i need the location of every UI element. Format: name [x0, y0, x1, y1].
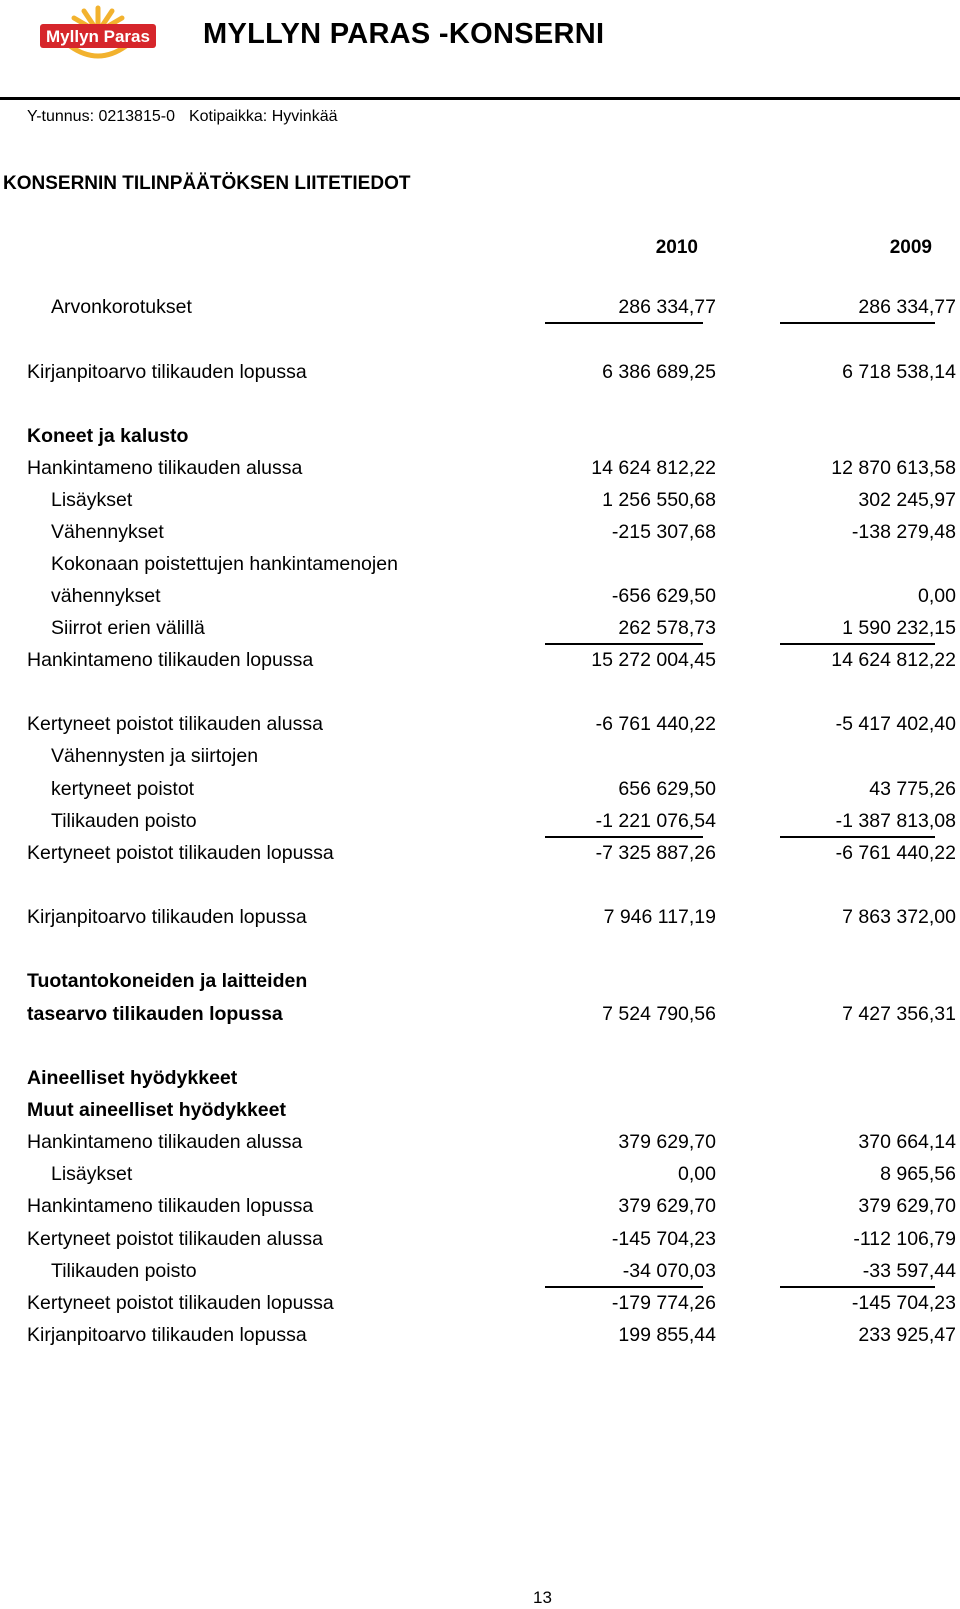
value-2009: -1 387 813,08 — [835, 810, 956, 832]
row-label: Lisäykset — [51, 1163, 133, 1185]
value-2010: 379 629,70 — [618, 1195, 716, 1217]
row-label: Kirjanpitoarvo tilikauden lopussa — [27, 906, 307, 928]
value-2009: 43 775,26 — [869, 778, 956, 800]
value-2009: 286 334,77 — [858, 296, 956, 318]
table-row — [0, 645, 960, 675]
value-2009: -5 417 402,40 — [835, 713, 956, 735]
row-label: Aineelliset hyödykkeet — [27, 1067, 238, 1089]
value-2010: -7 325 887,26 — [595, 842, 716, 864]
value-2010: -1 221 076,54 — [595, 810, 716, 832]
value-2009: 302 245,97 — [858, 489, 956, 511]
value-2010: 656 629,50 — [618, 778, 716, 800]
row-label: Lisäykset — [51, 489, 133, 511]
row-label: Kertyneet poistot tilikauden lopussa — [27, 842, 334, 864]
value-2010: -215 307,68 — [611, 521, 716, 543]
table-row — [0, 581, 960, 611]
table-row — [0, 709, 960, 739]
table-row — [0, 1063, 960, 1093]
value-2010: 286 334,77 — [618, 296, 716, 318]
domicile: Kotipaikka: Hyvinkää — [188, 108, 338, 125]
sum-underline-2010 — [545, 322, 703, 324]
value-2009: 7 863 372,00 — [842, 906, 956, 928]
row-label: Kertyneet poistot tilikauden alussa — [27, 713, 323, 735]
row-label: vähennykset — [51, 585, 161, 607]
row-label: Kirjanpitoarvo tilikauden lopussa — [27, 361, 307, 383]
table-row — [0, 838, 960, 868]
value-2010: 7 524 790,56 — [602, 1003, 716, 1025]
row-label: Hankintameno tilikauden lopussa — [27, 1195, 314, 1217]
table-row — [0, 1320, 960, 1350]
row-label: Vähennykset — [51, 521, 164, 543]
table-row — [0, 549, 960, 579]
value-2009: -112 106,79 — [853, 1228, 956, 1250]
table-row — [0, 357, 960, 387]
value-2010: 7 946 117,19 — [603, 906, 716, 928]
company-logo — [40, 4, 156, 66]
row-label: Vähennysten ja siirtojen — [51, 745, 259, 767]
value-2009: 8 965,56 — [880, 1163, 956, 1185]
page-number: 13 — [533, 1588, 552, 1607]
value-2010: -145 704,23 — [611, 1228, 716, 1250]
year-header-2010: 2010 — [655, 237, 698, 258]
value-2010: 0,00 — [678, 1163, 716, 1185]
table-row — [0, 517, 960, 547]
value-2009: 14 624 812,22 — [831, 649, 956, 671]
value-2009: -145 704,23 — [851, 1292, 956, 1314]
value-2010: 379 629,70 — [618, 1131, 716, 1153]
table-row — [0, 1288, 960, 1318]
row-label: Kertyneet poistot tilikauden alussa — [27, 1228, 323, 1250]
row-label: Hankintameno tilikauden alussa — [27, 457, 303, 479]
document-title: KONSERNIN TILINPÄÄTÖKSEN LIITETIEDOT — [3, 173, 411, 194]
row-label: Kokonaan poistettujen hankintamenojen — [51, 553, 398, 575]
row-label: Muut aineelliset hyödykkeet — [27, 1099, 286, 1121]
year-header-2009: 2009 — [889, 237, 932, 258]
row-label: Siirrot erien välillä — [51, 617, 205, 639]
value-2010: 14 624 812,22 — [591, 457, 716, 479]
value-2009: 0,00 — [918, 585, 956, 607]
table-row — [0, 292, 960, 322]
table-row — [0, 1191, 960, 1221]
value-2010: 1 256 550,68 — [602, 489, 716, 511]
table-row — [0, 1159, 960, 1189]
row-label: Kertyneet poistot tilikauden lopussa — [27, 1292, 334, 1314]
value-2010: 15 272 004,45 — [591, 649, 716, 671]
value-2009: 233 925,47 — [858, 1324, 956, 1346]
row-label: Arvonkorotukset — [51, 296, 192, 318]
value-2010: -179 774,26 — [611, 1292, 716, 1314]
logo-text: Myllyn Paras — [46, 27, 150, 46]
value-2009: 6 718 538,14 — [842, 361, 956, 383]
value-2010: 262 578,73 — [618, 617, 716, 639]
value-2009: 379 629,70 — [858, 1195, 956, 1217]
header-divider — [0, 97, 960, 100]
table-row — [0, 485, 960, 515]
row-label: Hankintameno tilikauden alussa — [27, 1131, 303, 1153]
row-label: Tilikauden poisto — [51, 810, 197, 832]
table-row — [0, 1127, 960, 1157]
table-row — [0, 421, 960, 451]
value-2009: -33 597,44 — [862, 1260, 956, 1282]
table-row — [0, 806, 960, 836]
table-row — [0, 1095, 960, 1125]
table-row — [0, 774, 960, 804]
row-label: Tilikauden poisto — [51, 1260, 197, 1282]
company-ids — [27, 108, 352, 126]
row-label: Tuotantokoneiden ja laitteiden — [27, 970, 308, 992]
sum-underline-2009 — [780, 322, 935, 324]
row-label: Koneet ja kalusto — [27, 425, 189, 447]
value-2009: 7 427 356,31 — [842, 1003, 956, 1025]
value-2010: 6 386 689,25 — [602, 361, 716, 383]
table-row — [0, 613, 960, 643]
table-row — [0, 902, 960, 932]
row-label: tasearvo tilikauden lopussa — [27, 1003, 283, 1025]
business-id: Y-tunnus: 0213815-0 — [27, 108, 175, 125]
table-row — [0, 1224, 960, 1254]
value-2010: -656 629,50 — [611, 585, 716, 607]
value-2009: 370 664,14 — [858, 1131, 956, 1153]
company-name: MYLLYN PARAS -KONSERNI — [203, 18, 605, 50]
row-label: Hankintameno tilikauden lopussa — [27, 649, 314, 671]
value-2010: 199 855,44 — [618, 1324, 716, 1346]
table-row — [0, 453, 960, 483]
table-row — [0, 741, 960, 771]
value-2009: 12 870 613,58 — [831, 457, 956, 479]
value-2010: -34 070,03 — [622, 1260, 716, 1282]
value-2010: -6 761 440,22 — [595, 713, 716, 735]
row-label: Kirjanpitoarvo tilikauden lopussa — [27, 1324, 307, 1346]
row-label: kertyneet poistot — [51, 778, 195, 800]
value-2009: 1 590 232,15 — [842, 617, 956, 639]
table-row — [0, 966, 960, 996]
value-2009: -6 761 440,22 — [835, 842, 956, 864]
table-row — [0, 999, 960, 1029]
value-2009: -138 279,48 — [851, 521, 956, 543]
table-row — [0, 1256, 960, 1286]
